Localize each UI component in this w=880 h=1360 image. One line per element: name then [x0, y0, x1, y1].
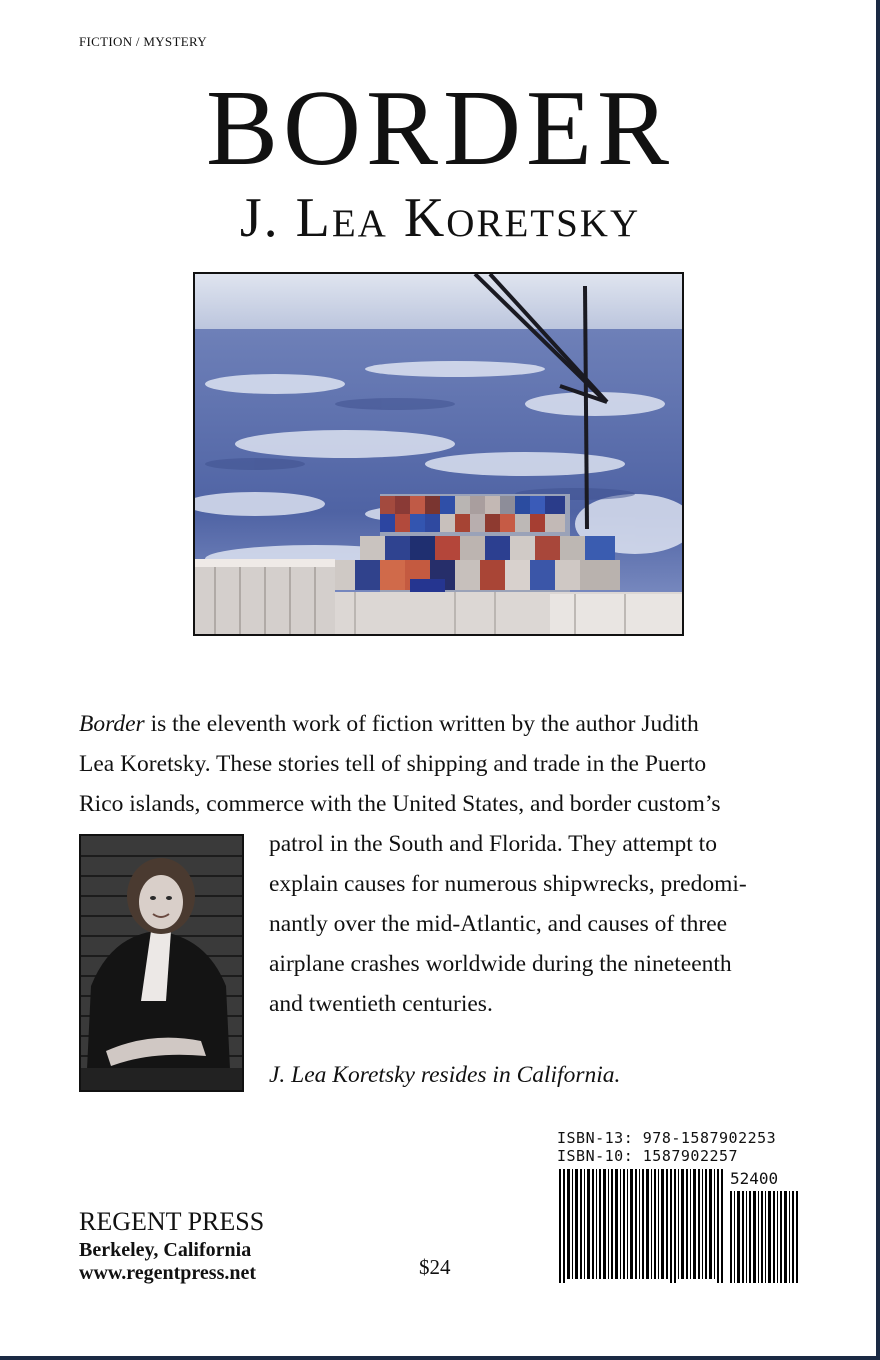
blurb-line-1: Border is the eleventh work of fiction written by the author Judith: [79, 711, 699, 737]
stormy-sea-image: [195, 274, 682, 634]
author-name: J. Lea Koretsky: [239, 187, 641, 249]
isbn-10-label: ISBN-10: 1587902257: [557, 1147, 739, 1165]
book-price: $24: [419, 1255, 451, 1279]
book-title: BORDER: [205, 69, 675, 188]
genre-label: FICTION / MYSTERY: [79, 34, 207, 49]
blurb-line-2: Lea Koretsky. These stories tell of shipping and trade in the Puerto: [79, 751, 707, 777]
cover-photo-container-ship: [193, 272, 684, 636]
publisher-name: REGENT PRESS: [79, 1207, 265, 1236]
blurb-line-5: explain causes for numerous shipwrecks, predomi-: [269, 871, 747, 897]
publisher-location: Berkeley, California: [79, 1239, 252, 1261]
author-portrait: [79, 834, 244, 1092]
publisher-website: www.regentpress.net: [79, 1262, 257, 1284]
frame-edge-bottom: [0, 1356, 880, 1360]
price-code-label: 52400: [730, 1169, 779, 1188]
blurb-line-7: airplane crashes worldwide during the nineteenth: [269, 951, 732, 977]
isbn-barcode-block: [557, 1129, 799, 1285]
author-residence-note: J. Lea Koretsky resides in California.: [269, 1062, 621, 1088]
blurb-line-4: patrol in the South and Florida. They attempt to: [269, 831, 717, 857]
blurb-book-title: Border: [79, 711, 145, 737]
blurb-line-8: and twentieth centuries.: [269, 991, 493, 1017]
isbn-13-label: ISBN-13: 978-1587902253: [557, 1129, 777, 1147]
author-photo-image: [81, 836, 242, 1090]
blurb-line-6: nantly over the mid-Atlantic, and causes of three: [269, 911, 728, 937]
blurb-line-3: Rico islands, commerce with the United States, and border custom’s: [79, 791, 721, 817]
